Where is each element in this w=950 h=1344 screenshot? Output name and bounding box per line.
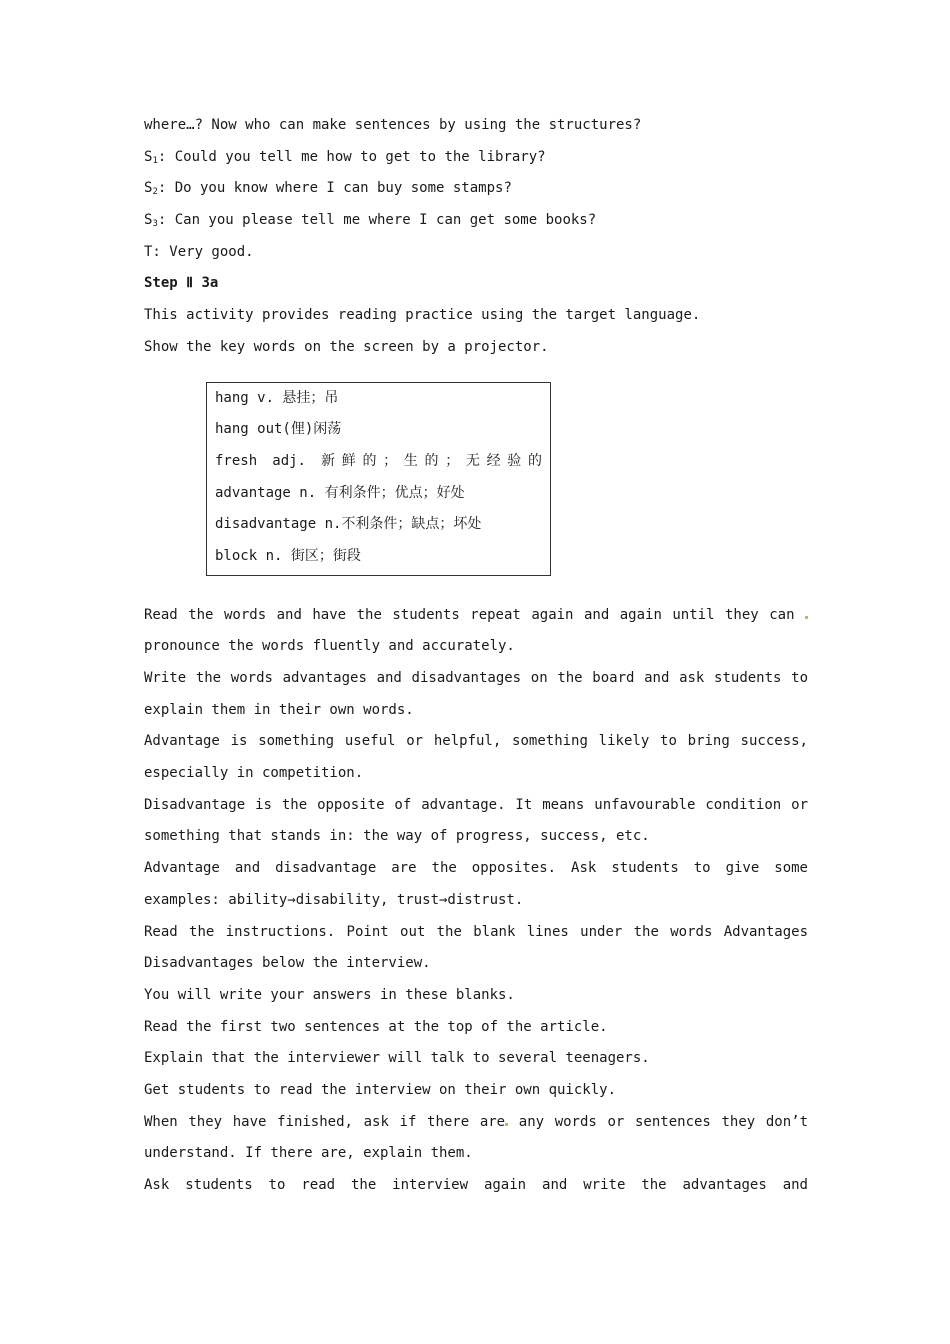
speaker-index: 1: [152, 155, 158, 166]
speaker-label: S: [144, 212, 153, 229]
speaker-index: 3: [152, 219, 158, 230]
document-page: [144, 110, 808, 1202]
activity-description: This activity provides reading practice using the target language.: [144, 307, 701, 324]
body-line-10: examples: ability→disability, trust→distrust.: [144, 891, 524, 908]
body-line-5: Advantage is something useful or helpful, something likely to bring success,: [144, 733, 808, 750]
step-heading: Step Ⅱ 3a: [144, 275, 219, 292]
speaker-label: S: [144, 180, 153, 197]
body-line-1: [144, 600, 808, 632]
dialogue-text: Could you tell me how to get to the library?: [174, 148, 546, 165]
body-line-19: Ask students to read the interview again and write the advantages and: [144, 1177, 808, 1193]
body-line-11: Read the instructions. Point out the blank lines under the words Advantages: [144, 923, 808, 940]
dialogue-text: Do you know where I can buy some stamps?: [174, 180, 512, 197]
body-line-16: Get students to read the interview on their own quickly.: [144, 1081, 617, 1098]
vocab-item-advantage: advantage n. 有利条件；优点；好处: [215, 484, 465, 501]
dialogue-s2: $S_2$: Do you know where I can buy some stamps?: [144, 180, 512, 198]
body-line-3: Write the words advantages and disadvantages on the board and ask students to: [144, 670, 808, 686]
vocab-item-disadvantage: disadvantage n.不利条件；缺点；坏处: [215, 516, 482, 533]
body-text: Read the words and have the students repeat again and again until they can: [144, 606, 795, 623]
speaker-label: S: [144, 148, 153, 165]
body-text: When they have finished, ask if there are: [144, 1113, 506, 1130]
vocab-item-hang: hang v. 悬挂；吊: [215, 389, 339, 406]
body-line-6: especially in competition.: [144, 765, 364, 782]
body-line-8: something that stands in: the way of progress, success, etc.: [144, 828, 650, 845]
body-line-13: You will write your answers in these blanks.: [144, 986, 515, 1003]
projector-instruction: Show the key words on the screen by a projector.: [144, 338, 549, 355]
body-text: any words or sentences they don’t: [518, 1113, 808, 1130]
intro-line-1: where…? Now who can make sentences by using the structures?: [144, 117, 642, 133]
body-line-12: Disadvantages below the interview.: [144, 955, 431, 972]
body-line-14: Read the first two sentences at the top of the article.: [144, 1018, 608, 1035]
body-line-2: pronounce the words fluently and accurately.: [144, 638, 515, 655]
teacher-line: T: Very good.: [144, 243, 254, 260]
vocab-item-block: block n. 街区；街段: [215, 547, 361, 564]
body-line-7: Disadvantage is the opposite of advantage. It means unfavourable condition or: [144, 796, 808, 813]
body-line-4: explain them in their own words.: [144, 701, 414, 718]
key-words-box: [206, 382, 551, 576]
body-line-17: [144, 1107, 808, 1139]
speaker-index: 2: [152, 187, 158, 198]
vocab-item-fresh: fresh adj. 新鲜的；生的；无经验的: [215, 452, 542, 469]
marker-dot: [805, 616, 808, 619]
body-line-15: Explain that the interviewer will talk to several teenagers.: [144, 1050, 650, 1067]
vocab-item-hang-out: hang out(俚)闲荡: [215, 421, 342, 438]
body-line-9: Advantage and disadvantage are the opposites. Ask students to give some: [144, 860, 808, 877]
body-line-18: understand. If there are, explain them.: [144, 1145, 473, 1162]
dialogue-s1: $S_1$: Could you tell me how to get to the library?: [144, 148, 546, 166]
marker-dot: [505, 1123, 508, 1126]
dialogue-s3: $S_3$: Can you please tell me where I can get some books?: [144, 212, 597, 230]
dialogue-text: Can you please tell me where I can get some books?: [174, 212, 597, 229]
